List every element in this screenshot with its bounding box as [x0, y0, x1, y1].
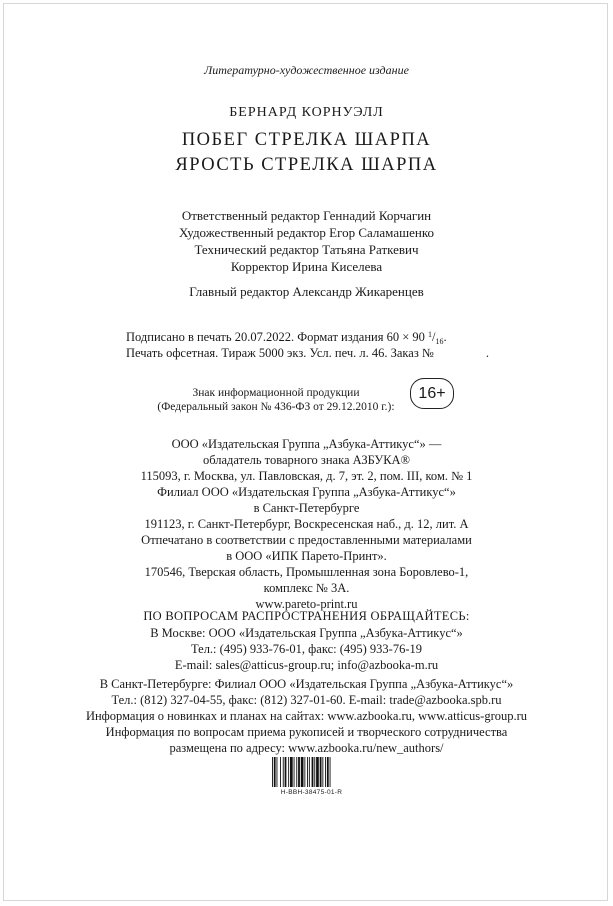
publisher-line-6: 191123, г. Санкт-Петербург, Воскресенская наб., д. 12, лит. А	[144, 517, 469, 531]
book-title-1: ПОБЕГ СТРЕЛКА ШАРПА	[181, 130, 432, 150]
barcode-bar	[274, 757, 276, 787]
barcode-bar	[280, 757, 281, 787]
age-rating-badge: 16+	[410, 378, 454, 409]
info-new-books-line: Информация о новинках и планах на сайтах: www.azbooka.ru, www.atticus-group.ru	[85, 709, 528, 723]
format-fraction-denominator: 16	[435, 337, 444, 346]
publisher-line-10: комплекс № 3А.	[263, 581, 350, 595]
barcode-bar	[272, 757, 273, 787]
barcode-bar	[285, 757, 287, 787]
distribution-spb-line-2: Тел.: (812) 327-04-55, факс: (812) 327-01-60. E-mail: trade@azbooka.spb.ru	[111, 693, 502, 707]
staff-responsible-editor: Ответственный редактор Геннадий Корчагин	[181, 208, 432, 223]
genre-label: Литературно-художественное издание	[204, 63, 409, 77]
barcode-bar	[298, 757, 300, 787]
barcode-bar	[283, 757, 284, 787]
barcode-bar	[327, 757, 329, 787]
staff-chief-editor: Главный редактор Александр Жикаренцев	[189, 284, 424, 299]
barcode-bar	[322, 757, 323, 787]
author-name: БЕРНАРД КОРНУЭЛЛ	[229, 105, 384, 120]
barcode-bar	[296, 757, 297, 787]
print-info-text-1: Подписано в печать 20.07.2022. Формат издания 60 × 90	[126, 330, 429, 344]
barcode-bar	[290, 757, 293, 787]
publisher-line-1: ООО «Издательская Группа „Азбука-Аттикус“» —	[171, 437, 442, 451]
publisher-line-8: в ООО «ИПК Парето-Принт».	[226, 549, 387, 563]
publisher-line-4: Филиал ООО «Издательская Группа „Азбука-Аттикус“»	[157, 485, 456, 499]
publisher-line-9: 170546, Тверская область, Промышленная зона Боровлево-1,	[144, 565, 469, 579]
distribution-moscow-line-3: E-mail: sales@atticus-group.ru; info@azbooka-m.ru	[174, 658, 439, 672]
barcode-bar	[288, 757, 289, 787]
publisher-line-2: обладатель товарного знака АЗБУКА®	[202, 453, 411, 467]
distribution-heading: ПО ВОПРОСАМ РАСПРОСТРАНЕНИЯ ОБРАЩАЙТЕСЬ:	[143, 609, 470, 623]
barcode-bar	[307, 757, 308, 787]
print-info-line-2	[126, 346, 489, 361]
distribution-moscow-line-2: Тел.: (495) 933-76-01, факс: (495) 933-76-19	[190, 642, 423, 656]
barcode-bar	[320, 757, 322, 787]
staff-technical-editor: Технический редактор Татьяна Раткевич	[194, 242, 419, 257]
info-manuscripts-line-2: размещена по адресу: www.azbooka.ru/new_authors/	[169, 741, 444, 755]
info-mark-line-1: Знак информационной продукции	[192, 387, 360, 399]
format-fraction-numerator: 1	[428, 330, 433, 339]
publisher-line-3: 115093, г. Москва, ул. Павловская, д. 7, эт. 2, пом. III, ком. № 1	[140, 469, 473, 483]
barcode-bar	[309, 757, 310, 787]
publisher-line-7: Отпечатано в соответствии с предоставленными материалами	[141, 533, 472, 547]
barcode-bar	[301, 757, 304, 787]
barcode-bar	[312, 757, 314, 787]
barcode-bar	[330, 757, 331, 787]
barcode-number: Н-ВВН-38475-01-R	[280, 789, 343, 796]
barcode-bar	[314, 757, 315, 787]
distribution-moscow-line-1: В Москве: ООО «Издательская Группа „Азбука-Аттикус“»	[150, 626, 463, 640]
book-title-2: ЯРОСТЬ СТРЕЛКА ШАРПА	[175, 155, 438, 175]
print-info-line-1: Подписано в печать 20.07.2022. Формат издания 60 × 90 $^1/_{16}$.	[126, 330, 447, 346]
info-manuscripts-line-1: Информация по вопросам приема рукописей и творческого сотрудничества	[105, 725, 508, 739]
info-mark-line-2: (Федеральный закон № 436-ФЗ от 29.12.2010 г.):	[157, 401, 395, 413]
print-info-dot: .	[485, 346, 489, 360]
barcode-bar	[294, 757, 295, 787]
staff-proofreader: Корректор Ирина Киселева	[230, 259, 383, 274]
print-info-text-2: Печать офсетная. Тираж 5000 экз. Усл. печ. л. 46. Заказ №	[126, 346, 434, 360]
barcode-bar	[325, 757, 326, 787]
distribution-spb-line-1: В Санкт-Петербурге: Филиал ООО «Издательская Группа „Азбука-Аттикус“»	[99, 677, 514, 691]
barcode-bar	[316, 757, 319, 787]
barcode-bar	[304, 757, 305, 787]
barcode-bar	[277, 757, 278, 787]
publisher-line-5: в Санкт-Петербурге	[253, 501, 360, 515]
publisher-line-11: www.pareto-print.ru	[255, 597, 358, 611]
staff-art-editor: Художественный редактор Егор Саламашенко	[179, 225, 434, 240]
info-mark-text	[156, 386, 396, 414]
barcode	[272, 757, 351, 787]
